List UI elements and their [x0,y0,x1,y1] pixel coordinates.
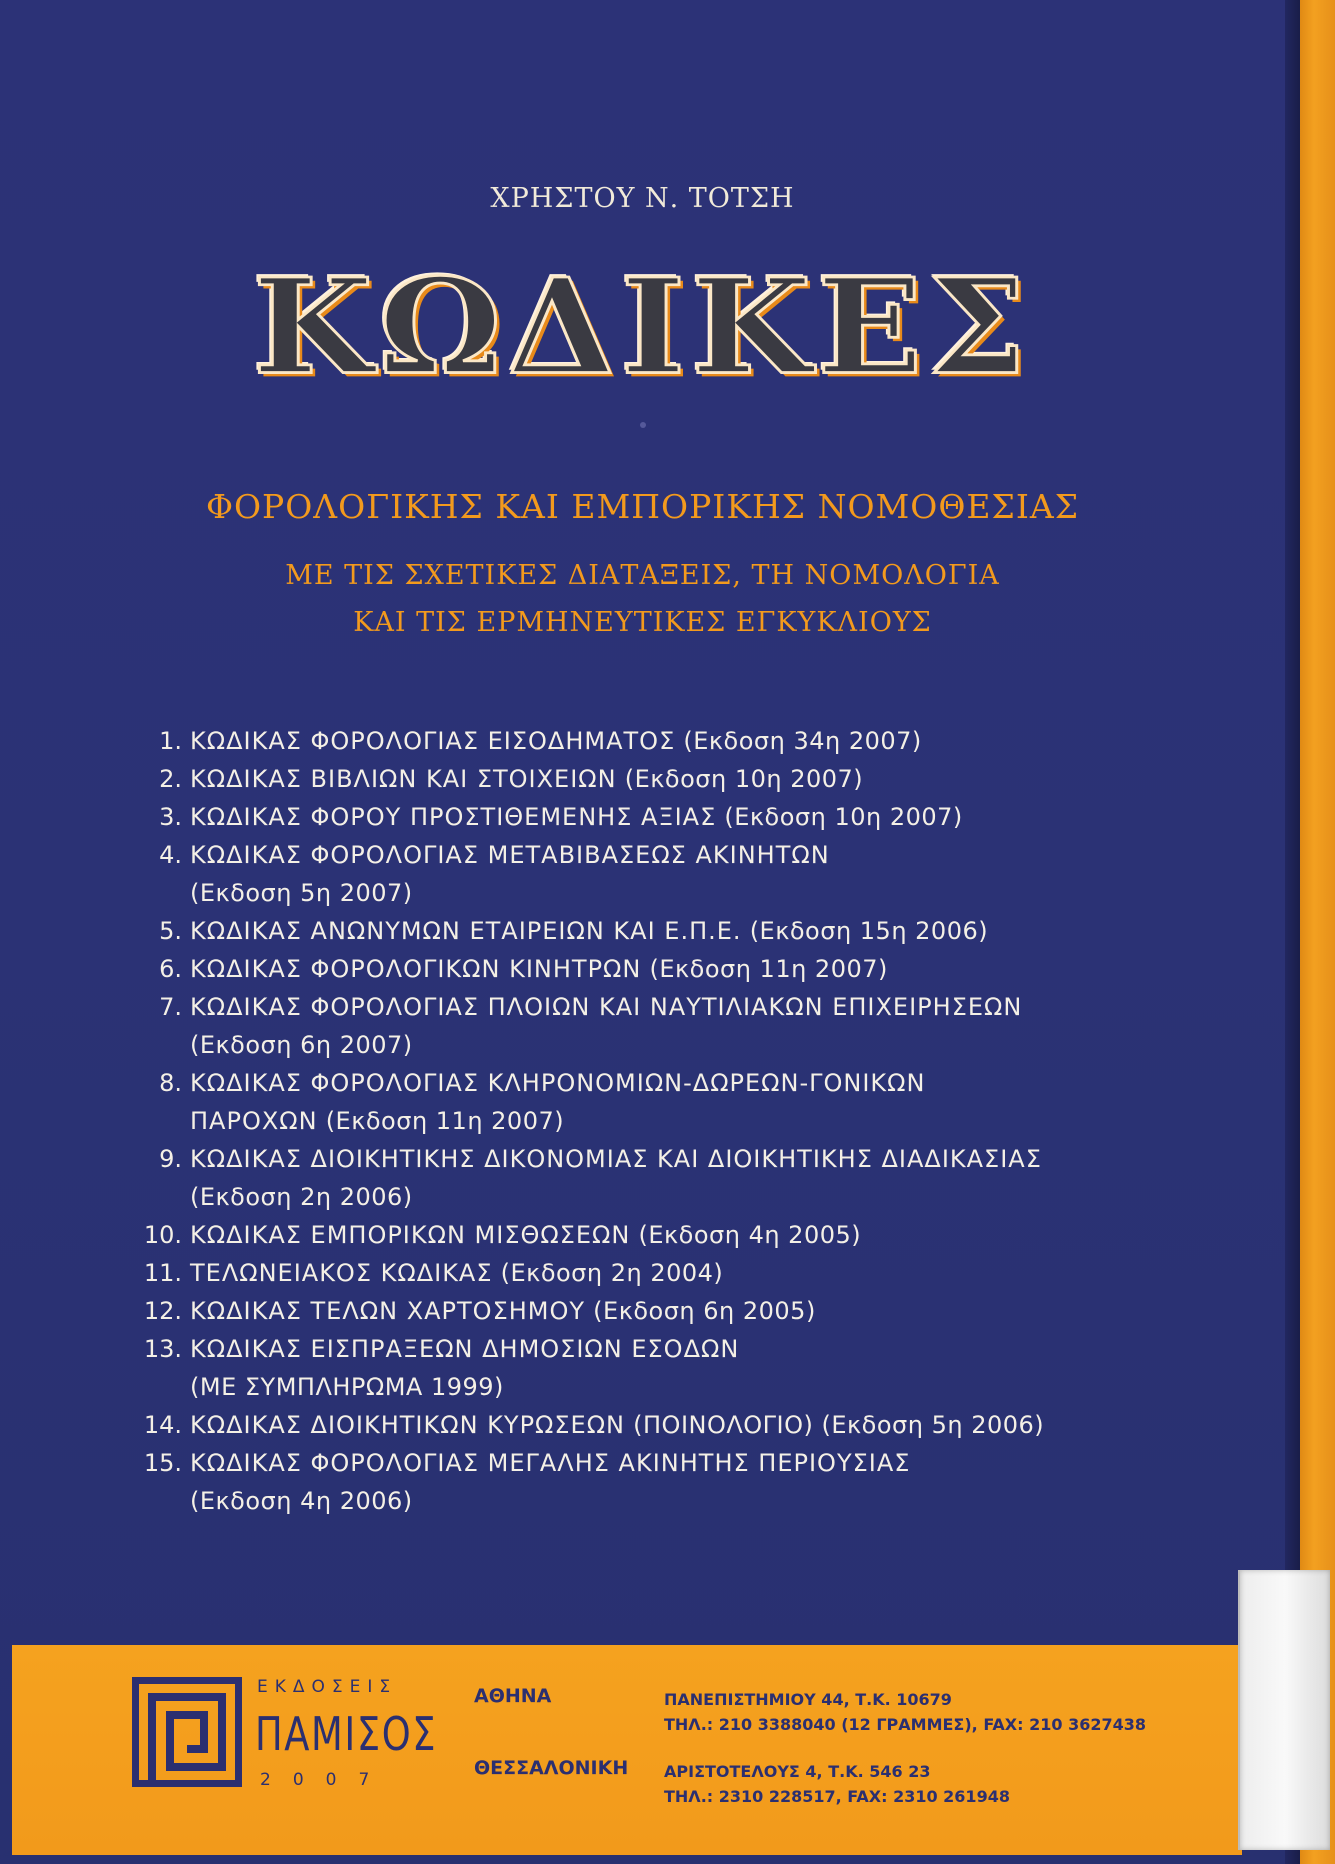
code-line [190,836,1255,874]
code-edition-continued: (Εκδοση 5η 2007) [190,879,413,907]
code-line [190,798,1255,836]
code-edition: (Εκδοση 11η 2007) [641,955,888,983]
code-title: ΚΩΔΙΚΑΣ ΦΟΡΟΛΟΓΙΑΣ ΜΕΤΑΒΙΒΑΣΕΩΣ ΑΚΙΝΗΤΩΝ [190,841,830,869]
code-edition-continued: (Εκδοση 2η 2006) [190,1183,413,1211]
code-title: ΚΩΔΙΚΑΣ ΦΟΡΟΥ ΠΡΟΣΤΙΘΕΜΕΝΗΣ ΑΞΙΑΣ [190,803,717,831]
code-title: ΚΩΔΙΚΑΣ ΕΜΠΟΡΙΚΩΝ ΜΙΣΘΩΣΕΩΝ [190,1221,631,1249]
publisher-year: 2007 [260,1770,392,1790]
code-item [135,950,1255,988]
athens-contact [664,1687,1146,1737]
code-item [135,1406,1255,1444]
code-title: ΚΩΔΙΚΑΣ ΦΟΡΟΛΟΓΙΚΩΝ ΚΙΝΗΤΡΩΝ [190,955,642,983]
code-line [190,1064,1255,1102]
code-number: 1. [159,727,182,755]
code-item [135,1216,1255,1254]
code-item [135,1064,1255,1140]
code-number: 6. [159,955,182,983]
code-line [190,760,1255,798]
code-item [135,1254,1255,1292]
code-line-continued [190,1178,1255,1216]
code-line [190,1406,1255,1444]
main-title: ΚΩΔΙΚΕΣ [252,249,1033,404]
code-title: ΚΩΔΙΚΑΣ ΦΟΡΟΛΟΓΙΑΣ ΕΙΣΟΔΗΜΑΤΟΣ [190,727,676,755]
code-title: ΚΩΔΙΚΑΣ ΦΟΡΟΛΟΓΙΑΣ ΠΛΟΙΩΝ ΚΑΙ ΝΑΥΤΙΛΙΑΚΩΝ ΕΠΙΧΕΙΡΗΣΕΩΝ [190,993,1023,1021]
code-number: 9. [159,1145,182,1173]
code-item [135,1140,1255,1216]
code-title: ΚΩΔΙΚΑΣ ΕΙΣΠΡΑΞΕΩΝ ΔΗΜΟΣΙΩΝ ΕΣΟΔΩΝ [190,1335,740,1363]
code-line [190,1292,1255,1330]
code-edition: (Εκδοση 15η 2006) [741,917,989,945]
code-edition: (Εκδοση 6η 2005) [585,1297,816,1325]
code-item [135,988,1255,1064]
code-item [135,912,1255,950]
author-name: ΧΡΗΣΤΟΥ Ν. ΤΟΤΣΗ [490,183,795,214]
subtitle-line-3: ΚΑΙ ΤΙΣ ΕΡΜΗΝΕΥΤΙΚΕΣ ΕΓΚΥΚΛΙΟΥΣ [353,607,932,638]
publisher-footer [12,1645,1242,1855]
code-line-continued [190,874,1255,912]
code-item [135,760,1255,798]
code-item [135,798,1255,836]
code-title: ΚΩΔΙΚΑΣ ΦΟΡΟΛΟΓΙΑΣ ΜΕΓΑΛΗΣ ΑΚΙΝΗΤΗΣ ΠΕΡΙΟΥΣΙΑΣ [190,1449,911,1477]
code-number: 15. [143,1449,182,1477]
code-line [190,988,1255,1026]
code-title: ΚΩΔΙΚΑΣ ΒΙΒΛΙΩΝ ΚΑΙ ΣΤΟΙΧΕΙΩΝ [190,765,617,793]
code-title: ΚΩΔΙΚΑΣ ΤΕΛΩΝ ΧΑΡΤΟΣΗΜΟΥ [190,1297,586,1325]
code-title: ΚΩΔΙΚΑΣ ΦΟΡΟΛΟΓΙΑΣ ΚΛΗΡΟΝΟΜΙΩΝ-ΔΩΡΕΩΝ-ΓΟΝΙΚΩΝ [190,1069,926,1097]
thessaloniki-contact [664,1759,1010,1809]
code-edition: (Εκδοση 10η 2007) [716,803,963,831]
code-line [190,722,1255,760]
code-line-continued [190,1026,1255,1064]
thessaloniki-phone: ΤΗΛ.: 2310 228517, FAX: 2310 261948 [664,1787,1010,1806]
code-line [190,912,1255,950]
code-title-continued: ΠΑΡΟΧΩΝ [190,1107,318,1135]
code-line-continued [190,1102,1255,1140]
code-number: 13. [143,1335,182,1363]
code-edition: (Εκδοση 4η 2005) [630,1221,862,1249]
code-list [135,722,1255,1520]
code-item [135,1444,1255,1520]
subtitle: ΦΟΡΟΛΟΓΙΚΗΣ ΚΑΙ ΕΜΠΟΡΙΚΗΣ ΝΟΜΟΘΕΣΙΑΣ [205,487,1080,526]
code-line-continued [190,1482,1255,1520]
code-item [135,1292,1255,1330]
athens-phone: ΤΗΛ.: 210 3388040 (12 ΓΡΑΜΜΕΣ), FAX: 210 3627438 [664,1715,1146,1734]
athens-label: ΑΘΗΝΑ [474,1685,552,1707]
code-number: 3. [159,803,182,831]
code-number: 4. [159,841,182,869]
code-edition-continued: (Εκδοση 4η 2006) [190,1487,413,1515]
code-item [135,1330,1255,1406]
athens-address: ΠΑΝΕΠΙΣΤΗΜΙΟΥ 44, Τ.Κ. 10679 [664,1690,952,1709]
code-item [135,722,1255,760]
code-number: 10. [143,1221,182,1249]
code-number: 7. [159,993,182,1021]
code-line [190,1140,1255,1178]
code-line-continued [190,1368,1255,1406]
cover-speck [640,422,646,428]
publisher-name: ΠΑΜΙΣΟΣ [255,1707,438,1761]
code-edition: (Εκδοση 34η 2007) [675,727,922,755]
code-number: 14. [143,1411,182,1439]
publisher-logo-top: ΕΚΔΟΣΕΙΣ [257,1677,398,1697]
code-number: 2. [159,765,182,793]
thessaloniki-address: ΑΡΙΣΤΟΤΕΛΟΥΣ 4, Τ.Κ. 546 23 [664,1762,931,1781]
code-number: 12. [143,1297,182,1325]
code-edition: (Εκδοση 10η 2007) [616,765,864,793]
code-line [190,1444,1255,1482]
thessaloniki-label: ΘΕΣΣΑΛΟΝΙΚΗ [474,1757,629,1779]
code-number: 5. [159,917,182,945]
code-title: ΤΕΛΩΝΕΙΑΚΟΣ ΚΩΔΙΚΑΣ [190,1259,493,1287]
code-title: ΚΩΔΙΚΑΣ ΔΙΟΙΚΗΤΙΚΩΝ ΚΥΡΩΣΕΩΝ [190,1411,626,1439]
code-line [190,1330,1255,1368]
code-number: 11. [143,1259,182,1287]
code-line [190,1216,1255,1254]
code-item [135,836,1255,912]
publisher-logo-icon [132,1677,242,1787]
code-title: ΚΩΔΙΚΑΣ ΑΝΩΝΥΜΩΝ ΕΤΑΙΡΕΙΩΝ ΚΑΙ Ε.Π.Ε. [190,917,742,945]
code-edition: (ΠΟΙΝΟΛΟΓΙΟ) (Εκδοση 5η 2006) [625,1411,1045,1439]
publisher-logo [132,1677,438,1807]
code-edition-continued: (Εκδοση 6η 2007) [190,1031,413,1059]
code-edition: (Εκδοση 2η 2004) [492,1259,724,1287]
library-label [1238,1570,1330,1850]
subtitle-line-2: ΜΕ ΤΙΣ ΣΧΕΤΙΚΕΣ ΔΙΑΤΑΞΕΙΣ, ΤΗ ΝΟΜΟΛΟΓΙΑ [285,560,1000,591]
code-number: 8. [159,1069,182,1097]
code-edition-continued: (Εκδοση 11η 2007) [317,1107,565,1135]
code-title: ΚΩΔΙΚΑΣ ΔΙΟΙΚΗΤΙΚΗΣ ΔΙΚΟΝΟΜΙΑΣ ΚΑΙ ΔΙΟΙΚΗΤΙΚΗΣ ΔΙΑΔΙΚΑΣΙΑΣ [190,1145,1042,1173]
code-line [190,950,1255,988]
code-line [190,1254,1255,1292]
code-edition-continued: (ΜΕ ΣΥΜΠΛΗΡΩΜΑ 1999) [190,1373,504,1401]
